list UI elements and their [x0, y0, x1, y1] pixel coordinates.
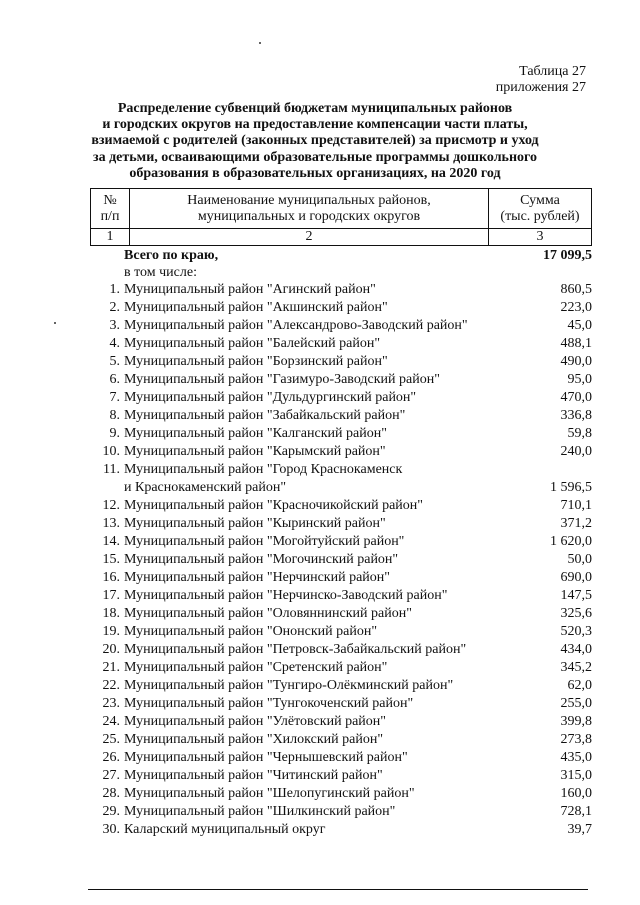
row-number: 20.	[102, 642, 120, 657]
table-row	[90, 785, 592, 803]
amount-value: 50,0	[567, 552, 592, 567]
district-name-line: Каларский муниципальный округ	[124, 822, 326, 837]
header-name-cell	[130, 189, 489, 229]
district-name-line: Муниципальный район "Могойтуйский район"	[124, 534, 405, 549]
table-row	[90, 569, 592, 587]
district-name	[124, 713, 386, 731]
table-row	[90, 587, 592, 605]
row-number: 16.	[102, 570, 120, 585]
table-row	[90, 695, 592, 713]
district-name-line: Муниципальный район "Петровск-Забайкальский район"	[124, 642, 467, 657]
amount-value: 371,2	[560, 516, 592, 531]
row-number: 25.	[102, 732, 120, 747]
district-name-line: Муниципальный район "Александрово-Заводский район"	[124, 318, 468, 333]
table-row	[90, 497, 592, 515]
scan-speck	[54, 322, 56, 324]
amount-value: 62,0	[567, 678, 592, 693]
district-name	[124, 533, 404, 551]
district-name	[124, 551, 398, 569]
table-number: Таблица 27	[519, 64, 586, 79]
table-row	[90, 425, 592, 443]
district-name-line: Муниципальный район "Балейский район"	[124, 336, 381, 351]
table-row	[90, 371, 592, 389]
table-row	[90, 299, 592, 317]
amount-value: 434,0	[560, 642, 592, 657]
footer-rule	[88, 889, 588, 890]
table-row	[90, 731, 592, 749]
row-number: 24.	[102, 714, 120, 729]
amount-value: 860,5	[560, 282, 592, 297]
district-name	[124, 443, 386, 461]
header-num-cell	[91, 189, 130, 229]
amount-value: 488,1	[560, 336, 592, 351]
district-name	[124, 461, 402, 497]
district-name-line: Муниципальный район "Шелопугинский район"	[124, 786, 415, 801]
district-name-line: Муниципальный район "Нерчинско-Заводский район"	[124, 588, 448, 603]
district-name-line: Муниципальный район "Карымский район"	[124, 444, 386, 459]
total-label: Всего по краю,	[124, 248, 219, 263]
district-name-line: Муниципальный район "Оловяннинский район"	[124, 606, 412, 621]
amount-value: 160,0	[560, 786, 592, 801]
amount-value: 240,0	[560, 444, 592, 459]
district-name-line: Муниципальный район "Борзинский район"	[124, 354, 388, 369]
table-row	[90, 659, 592, 677]
table-row	[90, 407, 592, 425]
district-name	[124, 497, 423, 515]
amount-value: 223,0	[560, 300, 592, 315]
row-number: 26.	[102, 750, 120, 765]
header-num-line: п/п	[100, 208, 120, 224]
district-name	[124, 767, 383, 785]
amount-value: 59,8	[567, 426, 592, 441]
row-number: 12.	[102, 498, 120, 513]
table-row	[90, 461, 592, 497]
table-row	[90, 443, 592, 461]
row-number: 2.	[109, 300, 120, 315]
district-name	[124, 821, 325, 839]
row-number: 6.	[109, 372, 120, 387]
amount-value: 520,3	[560, 624, 592, 639]
amount-value: 315,0	[560, 768, 592, 783]
row-number: 30.	[102, 822, 120, 837]
district-name	[124, 803, 395, 821]
column-index: 1	[91, 229, 130, 246]
row-number: 5.	[109, 354, 120, 369]
district-name-line: Муниципальный район "Чернышевский район"	[124, 750, 408, 765]
scan-speck	[259, 42, 261, 44]
row-number: 22.	[102, 678, 120, 693]
table-row	[90, 281, 592, 299]
total-row	[90, 247, 592, 265]
district-name	[124, 407, 405, 425]
column-index: 3	[489, 229, 592, 246]
header-sum-line: (тыс. рублей)	[500, 208, 580, 224]
district-name	[124, 317, 468, 335]
amount-value: 710,1	[560, 498, 592, 513]
district-name-line: Муниципальный район "Шилкинский район"	[124, 804, 396, 819]
document-title	[80, 101, 550, 182]
district-name	[124, 677, 453, 695]
district-list	[90, 281, 592, 839]
district-name	[124, 587, 447, 605]
table-row	[90, 605, 592, 623]
title-line: за детьми, осваивающими образовательные программы дошкольного	[92, 149, 538, 165]
amount-value: 45,0	[567, 318, 592, 333]
row-number: 28.	[102, 786, 120, 801]
row-number: 8.	[109, 408, 120, 423]
row-number: 21.	[102, 660, 120, 675]
table-row	[90, 533, 592, 551]
row-number: 10.	[102, 444, 120, 459]
amount-value: 325,6	[560, 606, 592, 621]
total-value: 17 099,5	[543, 248, 592, 263]
table-row	[90, 317, 592, 335]
table-row	[90, 713, 592, 731]
district-name-line: Муниципальный район "Ононский район"	[124, 624, 378, 639]
district-name-line: Муниципальный район "Нерчинский район"	[124, 570, 390, 585]
district-name	[124, 785, 415, 803]
district-name	[124, 389, 416, 407]
amount-value: 336,8	[560, 408, 592, 423]
district-name-line: Муниципальный район "Кыринский район"	[124, 516, 386, 531]
table-row	[90, 749, 592, 767]
row-number: 9.	[109, 426, 120, 441]
district-name-line: Муниципальный район "Читинский район"	[124, 768, 383, 783]
district-name	[124, 695, 413, 713]
table-row	[90, 353, 592, 371]
table-row	[90, 623, 592, 641]
district-name-line: Муниципальный район "Калганский район"	[124, 426, 387, 441]
amount-value: 39,7	[567, 822, 592, 837]
column-index: 2	[130, 229, 489, 246]
table-body	[90, 247, 592, 839]
district-name	[124, 353, 388, 371]
amount-value: 273,8	[560, 732, 592, 747]
district-name	[124, 299, 388, 317]
row-number: 13.	[102, 516, 120, 531]
amount-value: 345,2	[560, 660, 592, 675]
district-name-line: Муниципальный район "Красночикойский район"	[124, 498, 423, 513]
district-name-line: Муниципальный район "Забайкальский район"	[124, 408, 406, 423]
amount-value: 255,0	[560, 696, 592, 711]
table-row	[90, 551, 592, 569]
amount-value: 147,5	[560, 588, 592, 603]
header-sum-cell	[489, 189, 592, 229]
district-name	[124, 623, 377, 641]
title-line: Распределение субвенций бюджетам муниципальных районов	[117, 101, 513, 116]
district-name-line: Муниципальный район "Акшинский район"	[124, 300, 388, 315]
table-header	[90, 188, 592, 246]
table-row	[90, 821, 592, 839]
row-number: 18.	[102, 606, 120, 621]
row-number: 4.	[109, 336, 120, 351]
subtotal-note-row	[90, 265, 592, 281]
header-sum-line: Сумма	[520, 192, 560, 208]
table-row	[90, 677, 592, 695]
table-row	[90, 641, 592, 659]
row-number: 19.	[102, 624, 120, 639]
row-number: 15.	[102, 552, 120, 567]
row-number: 27.	[102, 768, 120, 783]
row-number: 23.	[102, 696, 120, 711]
row-number: 29.	[102, 804, 120, 819]
district-name-line: Муниципальный район "Газимуро-Заводский район"	[124, 372, 440, 387]
district-name-line: Муниципальный район "Агинский район"	[124, 282, 376, 297]
district-name	[124, 749, 408, 767]
district-name-line: Муниципальный район "Тунгиро-Олёкминский район"	[124, 678, 454, 693]
header-num-line: №	[103, 192, 117, 208]
district-name-line: Муниципальный район "Могочинский район"	[124, 552, 399, 567]
district-name	[124, 281, 376, 299]
district-name-line: и Краснокаменский район"	[124, 480, 287, 495]
amount-value: 728,1	[560, 804, 592, 819]
subtotal-note: в том числе:	[124, 265, 197, 280]
district-name-line: Муниципальный район "Сретенский район"	[124, 660, 388, 675]
amount-value: 1 596,5	[550, 480, 592, 495]
district-name	[124, 335, 380, 353]
table-row	[90, 389, 592, 407]
district-name-line: Муниципальный район "Хилокский район"	[124, 732, 384, 747]
row-number: 14.	[102, 534, 120, 549]
amount-value: 399,8	[560, 714, 592, 729]
table-row	[90, 335, 592, 353]
header-name-line: муниципальных и городских округов	[197, 208, 421, 224]
header-name-line: Наименование муниципальных районов,	[187, 192, 431, 208]
district-name	[124, 515, 386, 533]
title-line: и городских округов на предоставление компенсации части платы,	[102, 117, 528, 133]
title-line: взимаемой с родителей (законных представителей) за присмотр и уход	[91, 133, 539, 149]
amount-value: 95,0	[567, 372, 592, 387]
district-name	[124, 371, 440, 389]
district-name	[124, 605, 412, 623]
district-name-line: Муниципальный район "Тунгокоченский район"	[124, 696, 414, 711]
row-number: 1.	[109, 282, 120, 297]
table-row	[90, 515, 592, 533]
district-name	[124, 641, 466, 659]
district-name	[124, 731, 383, 749]
district-name-line: Муниципальный район "Улётовский район"	[124, 714, 386, 729]
district-name-line: Муниципальный район "Город Краснокаменск	[124, 462, 403, 477]
district-name-line: Муниципальный район "Дульдургинский район"	[124, 390, 417, 405]
table-row	[90, 803, 592, 821]
amount-value: 435,0	[560, 750, 592, 765]
row-number: 3.	[109, 318, 120, 333]
appendix-label: приложения 27	[495, 80, 586, 95]
title-line: образования в образовательных организациях, на 2020 год	[129, 165, 501, 181]
row-number: 7.	[109, 390, 120, 405]
district-name	[124, 425, 387, 443]
table-row	[90, 767, 592, 785]
district-name	[124, 659, 387, 677]
amount-value: 470,0	[560, 390, 592, 405]
amount-value: 490,0	[560, 354, 592, 369]
row-number: 11.	[103, 462, 120, 477]
amount-value: 1 620,0	[550, 534, 592, 549]
row-number: 17.	[102, 588, 120, 603]
district-name	[124, 569, 390, 587]
amount-value: 690,0	[560, 570, 592, 585]
